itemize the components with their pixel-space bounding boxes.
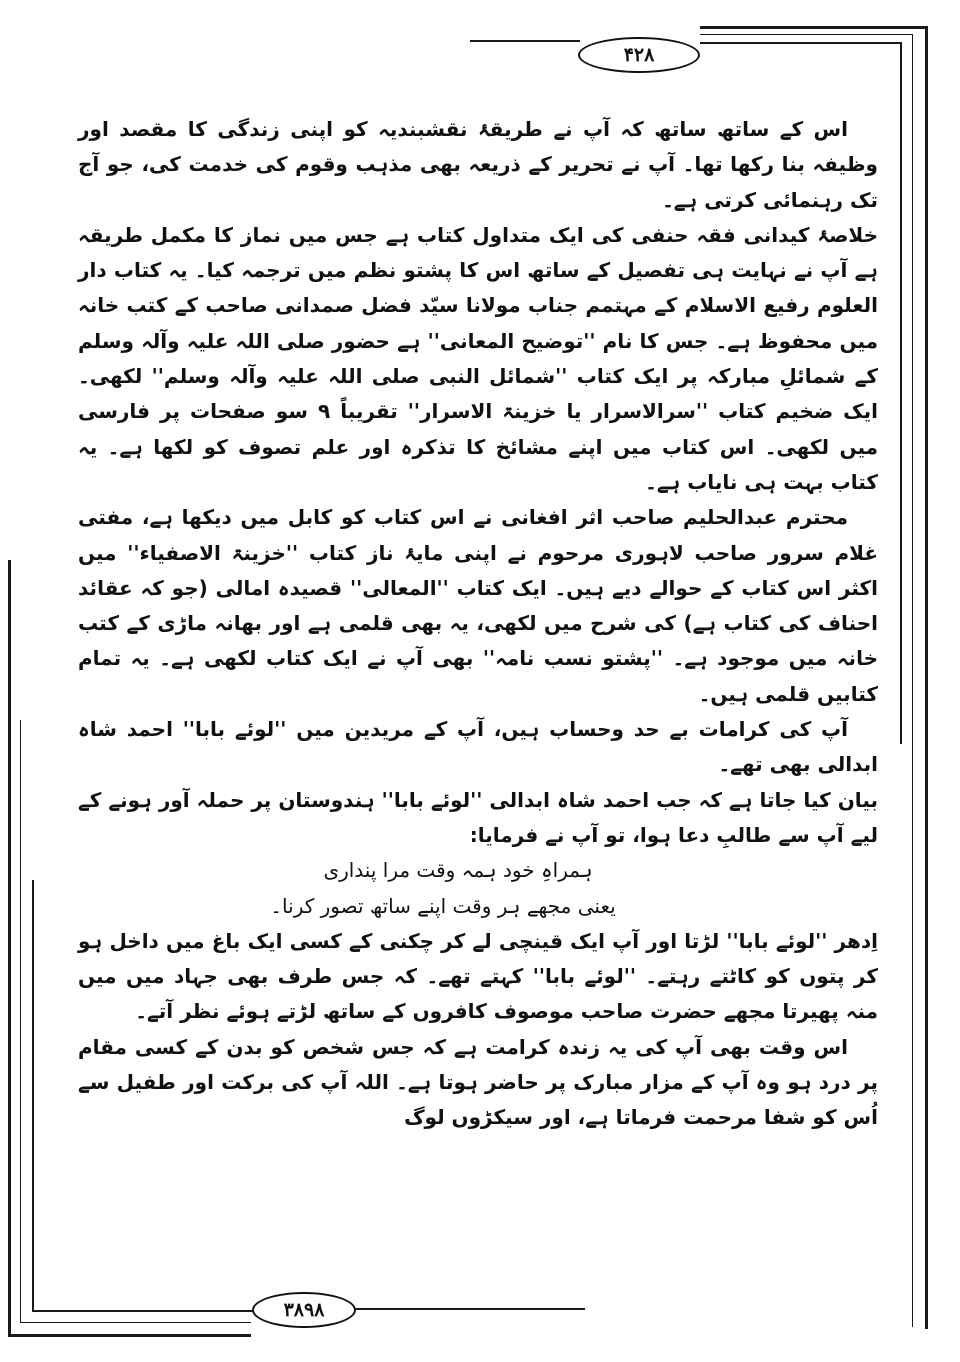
paragraph: بیان کیا جاتا ہے کہ جب احمد شاہ ابدالی ''لوئے بابا'' ہندوستان پر حملہ آور ہونے کے لیے آپ سے طالبِ دعا ہوا، تو آپ نے فرمایا: [78, 787, 878, 847]
verse-line: ہمراہِ خود ہمہ وقت مرا پنداری [323, 858, 593, 883]
page-number-top: ۴۲۸ [578, 37, 700, 73]
page-number-bottom: ۳۸۹۸ [252, 1292, 356, 1328]
paragraph: اس وقت بھی آپ کی یہ زندہ کرامت ہے کہ جس شخص کو بدن کے کسی مقام پر درد ہو وہ آپ کے مزار مبارک پر حاضر ہوتا ہے۔ اللہ آپ کی برکت اور طفیل سے اُس کو شفا مرحمت فرماتا ہے، اور سیکڑوں لوگ [78, 1034, 878, 1130]
page-body-text [78, 112, 878, 1136]
verse-translation: یعنی مجھے ہر وقت اپنے ساتھ تصور کرنا۔ [270, 893, 616, 918]
paragraph: آپ کی کرامات بے حد وحساب ہیں، آپ کے مریدین میں ''لوئے بابا'' احمد شاہ ابدالی بھی تھے۔ [78, 717, 878, 777]
page-border-top-rule [470, 40, 580, 42]
paragraph: خلاصۂ کیدانی فقہ حنفی کی ایک متداول کتاب ہے جس میں نماز کا مکمل طریقہ ہے آپ نے نہایت ہی تفصیل کے ساتھ اس کا پشتو نظم میں ترجمہ کیا۔ یہ کتاب دار العلوم رفیع الاسلام کے مہتمم جناب مولانا سیّد فضل صمدانی صاحب کے کتب خانہ میں محفوظ ہے۔ جس کا نام ''توضیح المعانی'' ہے حضور صلی اللہ علیہ وآلہ وسلم کے شمائلِ مبارکہ پر ایک کتاب ''شمائل النبی صلی اللہ علیہ وآلہ وسلم'' لکھی۔ ایک ضخیم کتاب ''سرالاسرار یا خزینۃ الاسرار'' تقریباً ۹ سو صفحات پر فارسی میں لکھی۔ اس کتاب میں اپنے مشائخ کا تذکرہ اور علم تصوف کو لکھا ہے۔ یہ کتاب بہت ہی نایاب ہے۔ [78, 222, 878, 494]
paragraph: محترم عبدالحلیم صاحب اثر افغانی نے اس کتاب کو کابل میں دیکھا ہے، مفتی غلام سرور صاحب لاہوری مرحوم نے اپنی مایۂ ناز کتاب ''خزینۃ الاصفیاء'' میں اکثر اس کتاب کے حوالے دیے ہیں۔ ایک کتاب ''المعالی'' قصیدہ امالی (جو کہ عقائد احناف کی کتاب ہے) کی شرح میں لکھی، یہ بھی قلمی ہے اور بھانہ ماڑی کے کتب خانہ میں موجود ہے۔ ''پشتو نسب نامہ'' بھی آپ نے ایک کتاب لکھی ہے۔ یہ تمام کتابیں قلمی ہیں۔ [78, 505, 878, 706]
page-border-bottom-rule [355, 1308, 585, 1310]
paragraph: اِدھر ''لوئے بابا'' لڑتا اور آپ ایک قینچی لے کر چکنی کے کسی ایک باغ میں داخل ہو کر پتوں کو کاٹتے رہتے۔ ''لوئے بابا'' کہتے تھے۔ کہ جس طرف بھی جہاد میں میں منہ پھیرتا مجھے حضرت صاحب موصوف کافروں کے ساتھ لڑتے ہوئے نظر آتے۔ [78, 928, 878, 1024]
paragraph: اس کے ساتھ ساتھ کہ آپ نے طریقۂ نقشبندیہ کو اپنی زندگی کا مقصد اور وظیفہ بنا رکھا تھا۔ آپ نے تحریر کے ذریعہ بھی مذہب وقوم کی خدمت کی، جو آج تک رہنمائی کرتی ہے۔ [78, 117, 878, 212]
